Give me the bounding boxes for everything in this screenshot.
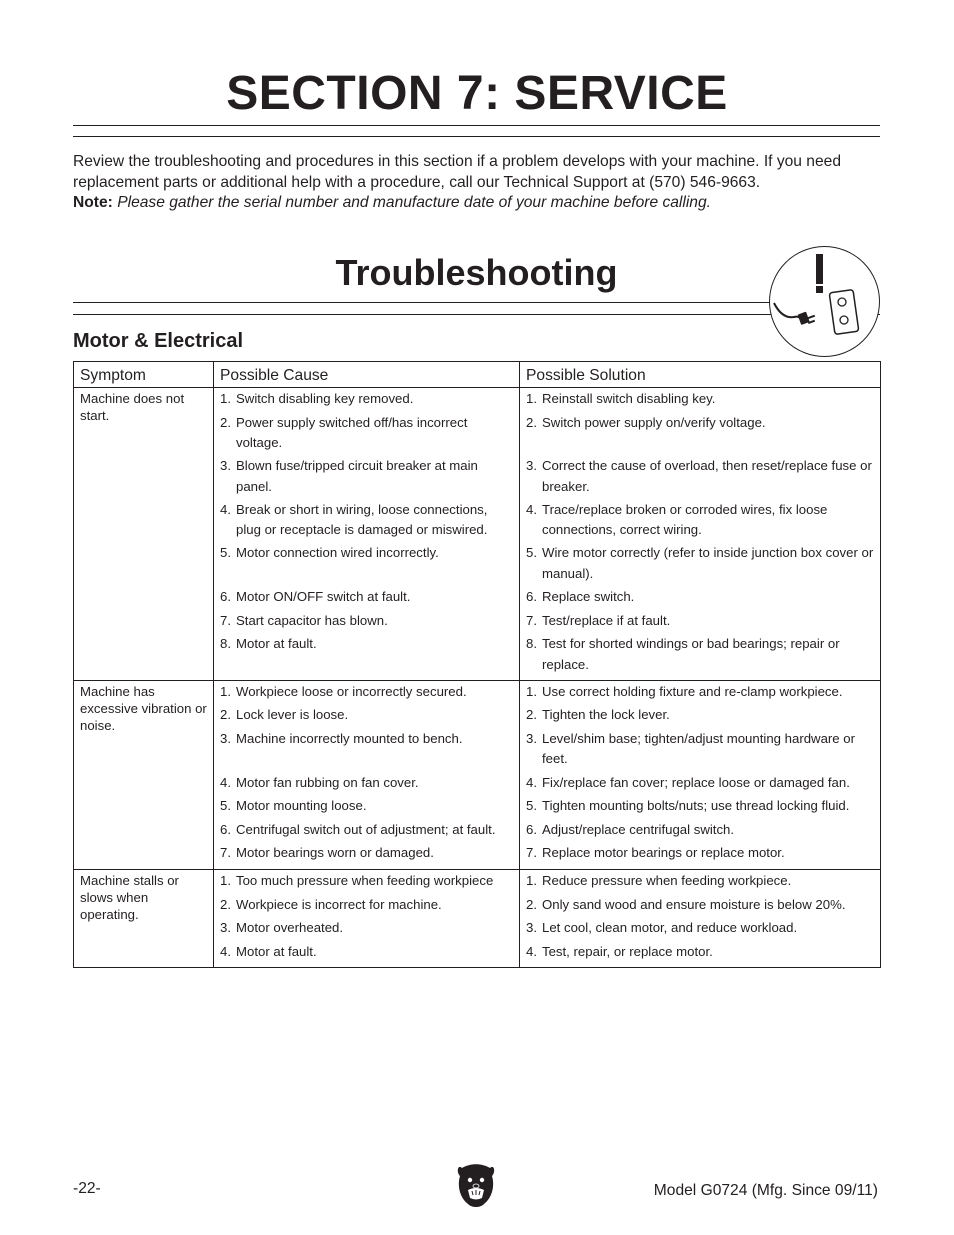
solution-item: 4. Fix/replace fan cover; replace loose or damaged fan. <box>526 774 850 790</box>
solution-item: 1. Use correct holding fixture and re-clamp workpiece. <box>526 683 843 699</box>
cause-cell <box>214 388 520 681</box>
section-title: SECTION 7: SERVICE <box>226 67 728 120</box>
model-info: Model G0724 (Mfg. Since 09/11) <box>653 1182 878 1199</box>
page-number: -22- <box>73 1180 101 1197</box>
solution-item: 7. Replace motor bearings or replace motor. <box>526 845 785 861</box>
solution-item: 7. Test/replace if at fault. <box>526 612 671 628</box>
cause-item: 4. Motor fan rubbing on fan cover. <box>220 774 419 790</box>
table-row <box>74 388 881 681</box>
column-header-solution: Possible Solution <box>520 362 881 388</box>
cause-item: 7. Start capacitor has blown. <box>220 612 388 628</box>
bear-head-logo-icon <box>456 1160 496 1210</box>
table-row <box>74 869 881 967</box>
motor-electrical-subheading: Motor & Electrical <box>73 330 244 352</box>
cause-item: 1. Too much pressure when feeding workpiece <box>220 872 494 888</box>
solution-cell <box>520 388 881 681</box>
solution-item: 8. Test for shorted windings or bad bearings; repair or replace. <box>526 636 840 672</box>
solution-cell <box>520 680 881 869</box>
solution-item: 2. Tighten the lock lever. <box>526 707 670 723</box>
solution-item: 2. Switch power supply on/verify voltage. <box>526 414 766 430</box>
solution-item: 3. Let cool, clean motor, and reduce workload. <box>526 920 798 936</box>
column-header-symptom: Symptom <box>74 362 214 388</box>
cause-item: 4. Break or short in wiring, loose connections, plug or receptacle is damaged or miswired. <box>220 501 488 538</box>
cause-item: 2. Workpiece is incorrect for machine. <box>220 896 442 912</box>
intro-text: Review the troubleshooting and procedures in this section if a problem develops with your machine. If you need replacement parts or additional help with a procedure, call our Technical Support at (570) 546-9663. <box>73 153 841 191</box>
troubleshooting-table <box>73 361 881 968</box>
intro-paragraph <box>73 152 885 214</box>
cause-item: 2. Power supply switched off/has incorrect voltage. <box>220 414 468 451</box>
cause-item: 1. Switch disabling key removed. <box>220 391 414 406</box>
troubleshooting-rule-bottom <box>73 314 880 315</box>
title-rule-top <box>73 125 880 126</box>
note-label: Note: <box>73 194 113 212</box>
cause-item: 5. Motor mounting loose. <box>220 798 367 814</box>
solution-item: 1. Reinstall switch disabling key. <box>526 391 716 406</box>
cause-item: 4. Motor at fault. <box>220 943 317 959</box>
cause-item: 3. Blown fuse/tripped circuit breaker at main panel. <box>220 458 478 494</box>
cause-cell <box>214 869 520 967</box>
solution-item: 1. Reduce pressure when feeding workpiece. <box>526 872 792 888</box>
symptom-cell: Machine does not start. <box>74 388 214 681</box>
solution-item: 3. Level/shim base; tighten/adjust mounting hardware or feet. <box>526 730 856 767</box>
column-header-cause: Possible Cause <box>214 362 520 388</box>
solution-item: 4. Test, repair, or replace motor. <box>526 943 713 959</box>
troubleshooting-title: Troubleshooting <box>335 252 618 293</box>
solution-item: 2. Only sand wood and ensure moisture is below 20%. <box>526 896 846 912</box>
solution-item: 4. Trace/replace broken or corroded wires, fix loose connections, correct wiring. <box>526 501 828 538</box>
cause-item: 8. Motor at fault. <box>220 636 317 652</box>
solution-item: 6. Adjust/replace centrifugal switch. <box>526 821 735 837</box>
cause-item: 3. Motor overheated. <box>220 920 344 936</box>
title-rule-bottom <box>73 136 880 137</box>
symptom-cell: Machine stalls or slows when operating. <box>74 869 214 967</box>
electrical-warning-icon <box>769 246 880 357</box>
cause-item: 2. Lock lever is loose. <box>220 707 349 723</box>
solution-item: 5. Wire motor correctly (refer to inside junction box cover or manual). <box>526 545 874 581</box>
solution-item: 6. Replace switch. <box>526 588 635 604</box>
solution-item: 3. Correct the cause of overload, then reset/replace fuse or breaker. <box>526 458 872 494</box>
symptom-cell: Machine has excessive vibration or noise. <box>74 680 214 869</box>
solution-item: 5. Tighten mounting bolts/nuts; use thread locking fluid. <box>526 798 850 814</box>
cause-item: 3. Machine incorrectly mounted to bench. <box>220 730 463 746</box>
cause-item: 6. Centrifugal switch out of adjustment; at fault. <box>220 821 496 837</box>
cause-item: 5. Motor connection wired incorrectly. <box>220 545 439 561</box>
solution-cell <box>520 869 881 967</box>
table-header-row <box>74 362 881 388</box>
cause-item: 7. Motor bearings worn or damaged. <box>220 845 434 861</box>
cause-cell <box>214 680 520 869</box>
exclamation-plug-outlet-icon <box>770 247 881 358</box>
cause-item: 1. Workpiece loose or incorrectly secured. <box>220 683 467 699</box>
troubleshooting-rule-top <box>73 302 773 303</box>
table-row <box>74 680 881 869</box>
cause-item: 6. Motor ON/OFF switch at fault. <box>220 588 411 604</box>
note-text: Please gather the serial number and manufacture date of your machine before calling. <box>117 194 711 212</box>
